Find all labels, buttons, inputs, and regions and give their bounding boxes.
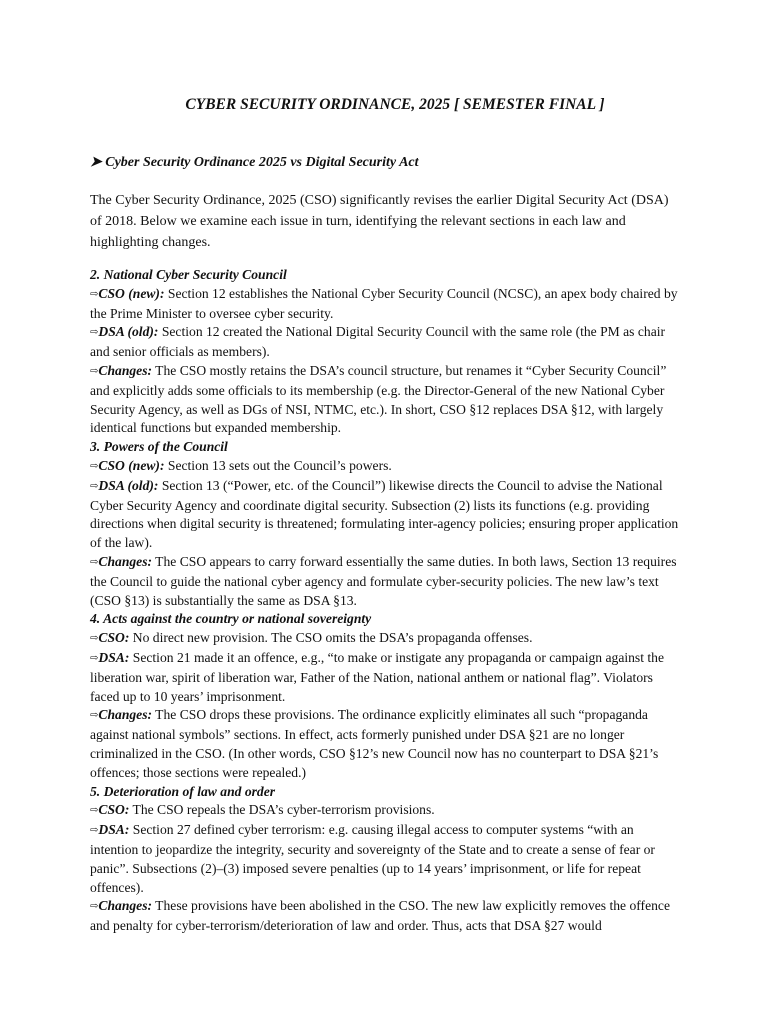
arrow-right-icon: ⇨ [90, 460, 99, 472]
entry-label: Changes: [98, 898, 153, 914]
entry-text: The CSO mostly retains the DSA’s council structure, but renames it “Cyber Security Council” and explicitly adds some officials to its membership (e.g. the Director-General of the new National Cyber Security Agency, as well as DGs of NSI, NTMC, etc.). In short, CSO §12 replaces DSA §12, with largely identical functions but expanded membership. [90, 362, 667, 436]
arrow-right-icon: ⇨ [90, 365, 99, 377]
entry-label: CSO: [98, 802, 130, 818]
arrow-right-icon: ⇨ [90, 480, 99, 492]
comparison-entry [90, 801, 682, 821]
entry-text: The CSO repeals the DSA’s cyber-terrorism provisions. [129, 802, 435, 818]
arrow-right-icon: ⇨ [90, 901, 99, 913]
comparison-entry [90, 897, 682, 936]
section-heading: 5. Deterioration of law and order [90, 783, 276, 799]
entry-text: These provisions have been abolished in the CSO. The new law explicitly removes the offence and penalty for cyber-terrorism/deterioration of law and order. Thus, acts that DSA §27 would [90, 898, 670, 934]
entry-label: Changes: [98, 362, 153, 378]
comparison-entry [90, 821, 682, 897]
arrow-right-icon: ⇨ [90, 805, 99, 817]
arrow-bullet-icon: ➤ [90, 155, 102, 170]
comparison-entry [90, 362, 682, 438]
section-heading: 4. Acts against the country or national sovereignty [90, 611, 372, 627]
entry-label: DSA (old): [98, 477, 159, 493]
section-heading: 3. Powers of the Council [90, 439, 228, 455]
entry-text: Section 13 (“Power, etc. of the Council”) likewise directs the Council to advise the National Cyber Security Agency and coordinate digital security. Subsection (2) lists its functions (e.g. providing directions when digital security is threatened; formulating inter-agency policies; ensuring proper application of the law). [90, 477, 679, 551]
comparison-entry [90, 706, 682, 782]
entry-label: Changes: [98, 707, 153, 723]
section-heading: 2. National Cyber Security Council [90, 267, 287, 282]
document-title: CYBER SECURITY ORDINANCE, 2025 [ SEMESTER FINAL ] [185, 96, 605, 113]
entry-label: DSA (old): [98, 324, 159, 340]
arrow-right-icon: ⇨ [90, 288, 99, 300]
entry-text: Section 12 created the National Digital Security Council with the same role (the PM as chair and senior officials as members). [90, 324, 666, 360]
intro-paragraph: The Cyber Security Ordinance, 2025 (CSO) significantly revises the earlier Digital Security Act (DSA) of 2018. Below we examine each issue in turn, identifying the relevant sections in each law and highlighting changes. [90, 193, 669, 250]
entry-label: DSA: [98, 822, 130, 838]
entry-label: DSA: [98, 649, 130, 665]
entry-text: The CSO drops these provisions. The ordinance explicitly eliminates all such “propaganda against national symbols” sections. In effect, acts formerly punished under DSA §21 are no longer criminalized in the CSO. (In other words, CSO §12’s new Council now has no counterpart to DSA §21’s offences; those sections were repealed.) [90, 707, 659, 780]
comparison-entry [90, 629, 682, 649]
entry-label: CSO (new): [98, 285, 165, 301]
comparison-subtitle [90, 154, 419, 171]
comparison-entry [90, 457, 682, 477]
entry-text: The CSO appears to carry forward essentially the same duties. In both laws, Section 13 requires the Council to guide the national cyber agency and formulate cyber-security policies. The new law’s text (CSO §13) is substantially the same as DSA §13. [90, 553, 677, 608]
entry-label: Changes: [98, 553, 153, 569]
entry-text: Section 12 establishes the National Cyber Security Council (NCSC), an apex body chaired by the Prime Minister to oversee cyber security. [90, 285, 678, 321]
arrow-right-icon: ⇨ [90, 633, 99, 645]
arrow-right-icon: ⇨ [90, 825, 99, 837]
comparison-entry [90, 285, 682, 324]
entry-label: CSO: [98, 630, 130, 646]
entry-text: Section 13 sets out the Council’s powers. [164, 457, 392, 473]
sections-container [90, 266, 682, 936]
arrow-right-icon: ⇨ [90, 327, 99, 339]
comparison-entry [90, 477, 682, 553]
arrow-right-icon: ⇨ [90, 652, 99, 664]
comparison-entry [90, 553, 682, 610]
entry-text: No direct new provision. The CSO omits the DSA’s propaganda offenses. [129, 630, 533, 646]
arrow-right-icon: ⇨ [90, 710, 99, 722]
entry-text: Section 27 defined cyber terrorism: e.g. causing illegal access to computer systems “with an intention to jeopardize the integrity, security and sovereignty of the State and to create a sense of fear or panic”. Subsections (2)–(3) imposed severe penalties (up to 14 years’ imprisonment, or life for repeat offences). [90, 822, 655, 895]
entry-text: Section 21 made it an offence, e.g., “to make or instigate any propaganda or campaign against the liberation war, spirit of liberation war, Father of the Nation, national anthem or national flag”. Violators faced up to 10 years’ imprisonment. [90, 649, 665, 704]
entry-label: CSO (new): [98, 457, 165, 473]
comparison-entry [90, 649, 682, 706]
comparison-entry [90, 323, 682, 362]
subtitle-text: Cyber Security Ordinance 2025 vs Digital Security Act [105, 155, 419, 170]
arrow-right-icon: ⇨ [90, 556, 99, 568]
